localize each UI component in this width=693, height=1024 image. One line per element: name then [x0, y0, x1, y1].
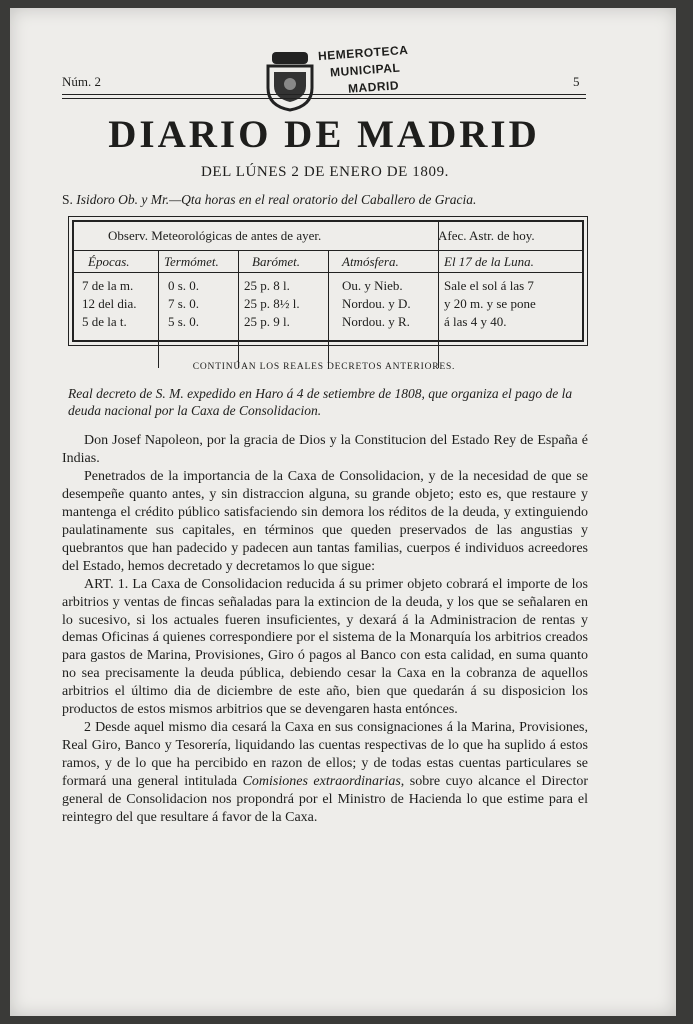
top-rule-thin [62, 98, 586, 99]
stamp-line: MUNICIPAL [329, 60, 401, 80]
article-body [62, 432, 588, 827]
row-atmos: Ou. y Nieb. [342, 278, 403, 293]
paragraph: Don Josef Napoleon, por la gracia de Dios y la Constitucion del Estado Rey de España é Indias. [62, 433, 588, 466]
date-line: DEL LÚNES 2 DE ENERO DE 1809. [200, 164, 450, 180]
row-baro: 25 p. 8½ l. [244, 296, 300, 311]
saint-prefix: S. [62, 192, 73, 207]
issue-number: Núm. 2 [62, 74, 101, 89]
paragraph-text: 2 Desde aquel mismo dia cesará la Caxa en sus consignaciones á la Marina, Provisiones, Real Giro, Banco y Tesorería, liquidando las cuentas respectivas de lo que ha suplido á estos ramos, y de lo que ha percibido en razon de ellos; y de todas estas cuentas particulares se formará una general intitulada [62, 720, 588, 790]
paragraph-tail: , sobre cuyo alcance el Director general de Consolidacion nos propondrá por el Ministro de Hacienda lo que estime para el reintegro del que resultare á favor de la Caxa. [62, 774, 588, 826]
row-epoca: 7 de la m. [82, 278, 134, 293]
row-atmos: Nordou. y D. [342, 296, 411, 311]
astro-line: y 20 m. y se pone [444, 296, 536, 311]
page-number: 5 [573, 74, 580, 89]
col-termometro: Termómet. [164, 254, 219, 269]
saint-line [62, 192, 586, 208]
col-barometro: Barómet. [252, 254, 301, 269]
stamp-line: HEMEROTECA [317, 42, 409, 64]
weather-table [72, 220, 584, 342]
astro-line: Sale el sol á las 7 [444, 278, 534, 293]
stamp-line: MADRID [347, 78, 400, 96]
row-termo: 7 s. 0. [168, 296, 200, 311]
col-epocas: Épocas. [88, 254, 130, 269]
row-epoca: 5 de la t. [82, 314, 127, 329]
top-rule [62, 94, 586, 95]
row-baro: 25 p. 8 l. [244, 278, 290, 293]
italic-phrase: Comisiones extraordinarias [242, 774, 401, 790]
col-atmosfera: Atmósfera. [342, 254, 399, 269]
row-baro: 25 p. 9 l. [244, 314, 290, 329]
library-stamp [260, 42, 440, 112]
paragraph: Penetrados de la importancia de la Caxa de Consolidacion, y de la necesidad de que se desempeñe quanto antes, y sin distraccion alguna, su grande objeto; esto es, que restaure y mantenga el crédito público satisfaciendo sin demora los réditos de la deuda, y extinguiendo paulatinamente sus capitales, en términos que queden preservados de las angustias y quebrantos que han padecido y padecen aun tantas familias, cuerpos é individuos acreedores del Estado, hemos decretado y decretamos lo que sigue: [62, 468, 588, 574]
row-epoca: 12 del dia. [82, 296, 137, 311]
row-termo: 5 s. 0. [168, 314, 200, 329]
paragraph [62, 719, 588, 827]
crest-seal-icon [260, 46, 320, 112]
decree-title: Real decreto de S. M. expedido en Haro á 4 de setiembre de 1808, que organiza el pago de la deuda nacional por la Caxa de Consolidacion. [68, 386, 573, 418]
row-atmos: Nordou. y R. [342, 314, 410, 329]
section-title: CONTINÚAN LOS REALES DECRETOS ANTERIORES. [192, 362, 456, 372]
col-luna: El 17 de la Luna. [444, 254, 534, 269]
newspaper-page [10, 8, 676, 1016]
row-termo: 0 s. 0. [168, 278, 200, 293]
weather-title: Observ. Meteorológicas de antes de ayer. [108, 228, 322, 243]
paragraph: ART. 1. La Caxa de Consolidacion reducida á su primer objeto cobrará el importe de los arbitrios y ventas de fincas señaladas para la extincion de la deuda, y los que se señalaren en lo sucesivo, si los actuales fueren insuficientes, y dexará á la Administracion de rentas y demas Oficinas á quienes correspondiere por el sistema de la Monarquía los arbitrios creados para gastos de Marina, Provisiones, Giro ó pagos al Banco con esta calidad, en suma quanto no sea precisamente la deuda pública, debiendo cesar la Caxa en la cobranza de aquellos arbitrios el último dia de diciembre de este año, bien que quedarán á su disposicion los productos de estos mismos arbitrios que se devengaren hasta entónces. [62, 576, 588, 718]
saint-text: Isidoro Ob. y Mr.—Qta horas en el real oratorio del Caballero de Gracia. [76, 192, 477, 207]
astro-line: á las 4 y 40. [444, 314, 507, 329]
astro-title: Afec. Astr. de hoy. [438, 228, 535, 243]
masthead: DIARIO DE MADRID [108, 113, 540, 156]
